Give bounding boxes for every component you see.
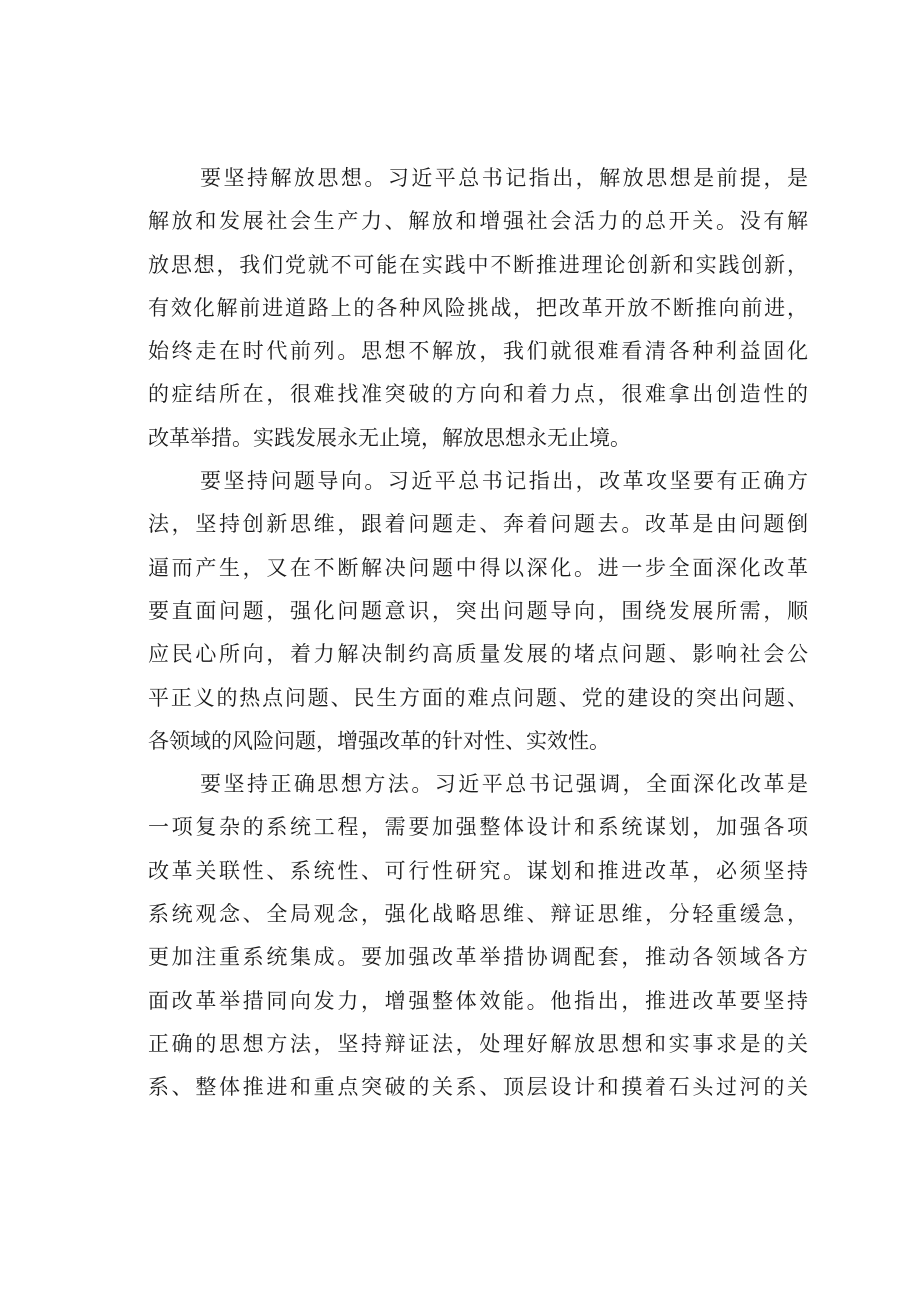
text-line: 改革举措。实践发展永无止境，解放思想永无止境。 <box>148 425 631 450</box>
text-line: 应民心所向，着力解决制约高质量发展的堵点问题、影响社会公 <box>148 642 808 667</box>
text-line: 要坚持解放思想。习近平总书记指出，解放思想是前提，是 <box>200 166 808 190</box>
text-line: 各领域的风险问题，增强改革的针对性、实效性。 <box>148 728 610 753</box>
text-line: 面改革举措同向发力，增强整体效能。他指出，推进改革要坚持 <box>148 988 808 1013</box>
text-line: 要坚持正确思想方法。习近平总书记强调，全面深化改革是 <box>200 772 808 797</box>
text-line: 更加注重系统集成。要加强改革举措协调配套，推动各领域各方 <box>148 945 808 970</box>
text-line: 的症结所在，很难找准突破的方向和着力点，很难拿出创造性的 <box>148 382 808 407</box>
text-line: 改革关联性、系统性、可行性研究。谋划和推进改革，必须坚持 <box>148 858 808 883</box>
text-line: 解放和发展社会生产力、解放和增强社会活力的总开关。没有解 <box>148 209 808 234</box>
text-line: 法，坚持创新思维，跟着问题走、奔着问题去。改革是由问题倒 <box>148 512 808 537</box>
text-line: 要直面问题，强化问题意识，突出问题导向，围绕发展所需，顺 <box>148 598 808 623</box>
text-line: 放思想，我们党就不可能在实践中不断推进理论创新和实践创新， <box>148 252 808 277</box>
paragraph-correct-method <box>148 763 808 1109</box>
text-line: 始终走在时代前列。思想不解放，我们就很难看清各种利益固化 <box>148 339 808 364</box>
text-line: 有效化解前进道路上的各种风险挑战，把改革开放不断推向前进， <box>148 295 808 320</box>
paragraph-problem-oriented <box>148 460 808 763</box>
body-text <box>148 157 808 1110</box>
text-line: 要坚持问题导向。习近平总书记指出，改革攻坚要有正确方 <box>200 469 808 494</box>
text-line: 系、整体推进和重点突破的关系、顶层设计和摸着石头过河的关 <box>148 1075 808 1100</box>
text-line: 系统观念、全局观念，强化战略思维、辩证思维，分轻重缓急， <box>148 902 808 927</box>
text-line: 一项复杂的系统工程，需要加强整体设计和系统谋划，加强各项 <box>148 815 808 840</box>
paragraph-liberate-thought <box>148 157 808 460</box>
text-line: 正确的思想方法，坚持辩证法，处理好解放思想和实事求是的关 <box>148 1031 808 1056</box>
text-line: 逼而产生，又在不断解决问题中得以深化。进一步全面深化改革 <box>148 555 808 580</box>
text-line: 平正义的热点问题、民生方面的难点问题、党的建设的突出问题、 <box>148 685 808 710</box>
